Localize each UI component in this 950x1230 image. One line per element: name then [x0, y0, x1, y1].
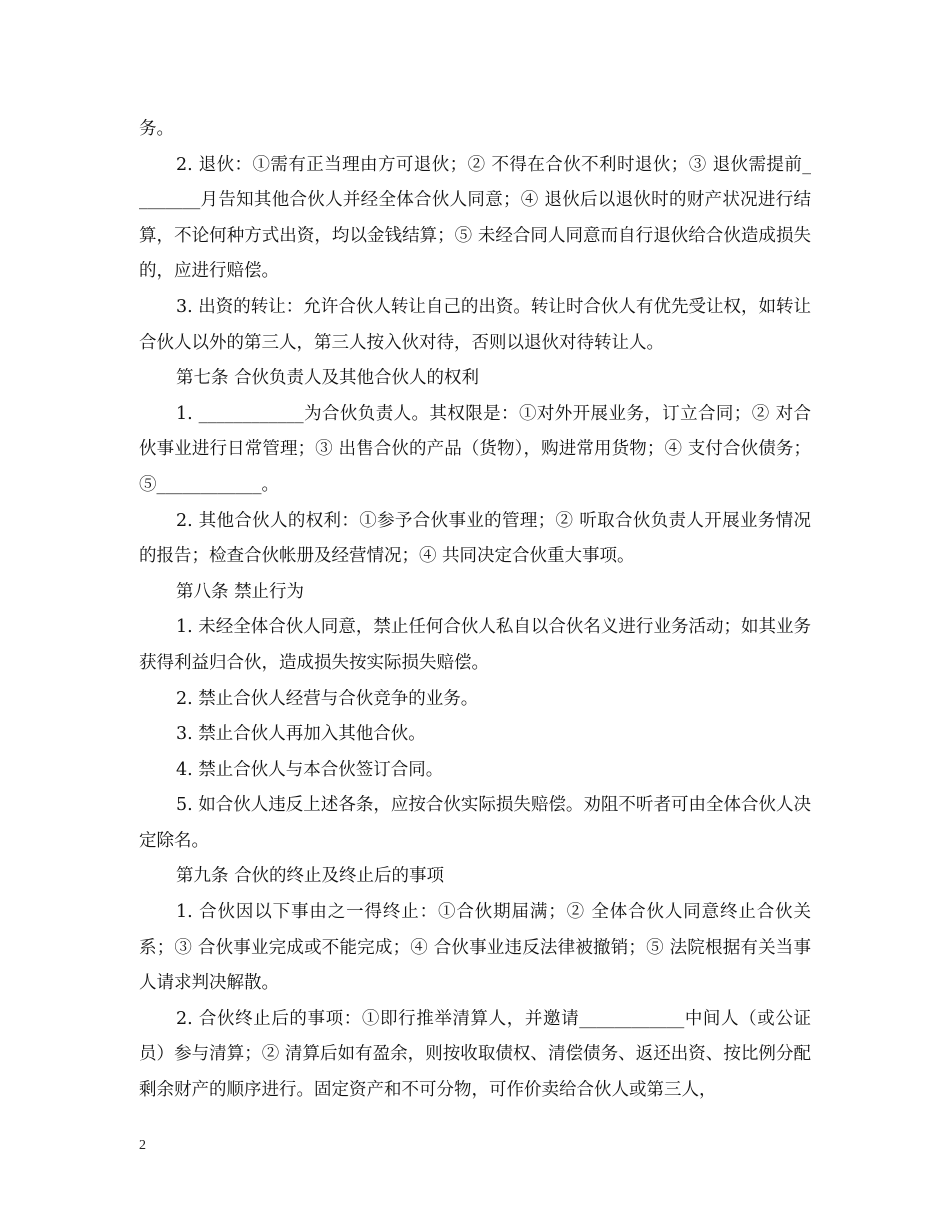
paragraph-prohibition-1: 1. 未经全体合伙人同意，禁止任何合伙人私自以合伙名义进行业务活动；如其业务获得利益归合伙，造成损失按实际损失赔偿。 — [139, 617, 811, 673]
page-number: 2 — [139, 1138, 146, 1153]
paragraph-prohibition-4: 4. 禁止合伙人与本合伙签订合同。 — [176, 759, 444, 780]
paragraph-capital-transfer: 3. 出资的转让：允许合伙人转让自己的出资。转让时合伙人有优先受让权，如转让合伙人以外的第三人，第三人按入伙对待，否则以退伙对待转让人。 — [139, 296, 811, 353]
paragraph-other-partner-rights: 2. 其他合伙人的权利：①参予合伙事业的管理；② 听取合伙负责人开展业务情况的报告；检查合伙帐册及经营情况；④ 共同决定合伙重大事项。 — [139, 510, 811, 567]
paragraph-prohibition-5: 5. 如合伙人违反上述各条，应按合伙实际损失赔偿。劝阻不听者可由全体合伙人决定除名。 — [139, 795, 811, 851]
paragraph-withdrawal: 2. 退伙：①需有正当理由方可退伙；② 不得在合伙不利时退伙；③ 退伙需提前_ _______月告知其他合伙人并经全体合伙人同意；④ 退伙后以退伙时的财产状况进行结算，不论何种方式出资，均以金钱结算；⑤ 未经合同人同意而自行退伙给合伙造成损失的，应进行赔偿。 — [139, 154, 811, 282]
paragraph-prohibition-3: 3. 禁止合伙人再加入其他合伙。 — [176, 724, 426, 745]
article-8-heading: 第八条 禁止行为 — [176, 581, 305, 602]
article-9-heading: 第九条 合伙的终止及终止后的事项 — [176, 866, 445, 887]
paragraph-prohibition-2: 2. 禁止合伙人经营与合伙竞争的业务。 — [176, 688, 479, 709]
paragraph-partner-in-charge: 1. ____________为合伙负责人。其权限是：①对外开展业务，订立合同；② 对合伙事业进行日常管理；③ 出售合伙的产品（货物），购进常用货物；④ 支付合伙债务；⑤____________。 — [139, 403, 811, 495]
document-body — [139, 112, 811, 1109]
paragraph-continuation: 务。 — [139, 119, 174, 139]
article-7-heading: 第七条 合伙负责人及其他合伙人的权利 — [176, 368, 480, 389]
paragraph-termination-causes: 1. 合伙因以下事由之一得终止：①合伙期届满；② 全体合伙人同意终止合伙关系；③ 合伙事业完成或不能完成；④ 合伙事业违反法律被撤销；⑤ 法院根据有关当事人请求判决解散。 — [139, 902, 811, 994]
paragraph-post-termination: 2. 合伙终止后的事项：①即行推举清算人，并邀请____________中间人（或公证员）参与清算；② 清算后如有盈余，则按收取债权、清偿债务、返还出资、按比例分配剩余财产的顺序进行。固定资产和不可分物，可作价卖给合伙人或第三人， — [139, 1008, 811, 1101]
